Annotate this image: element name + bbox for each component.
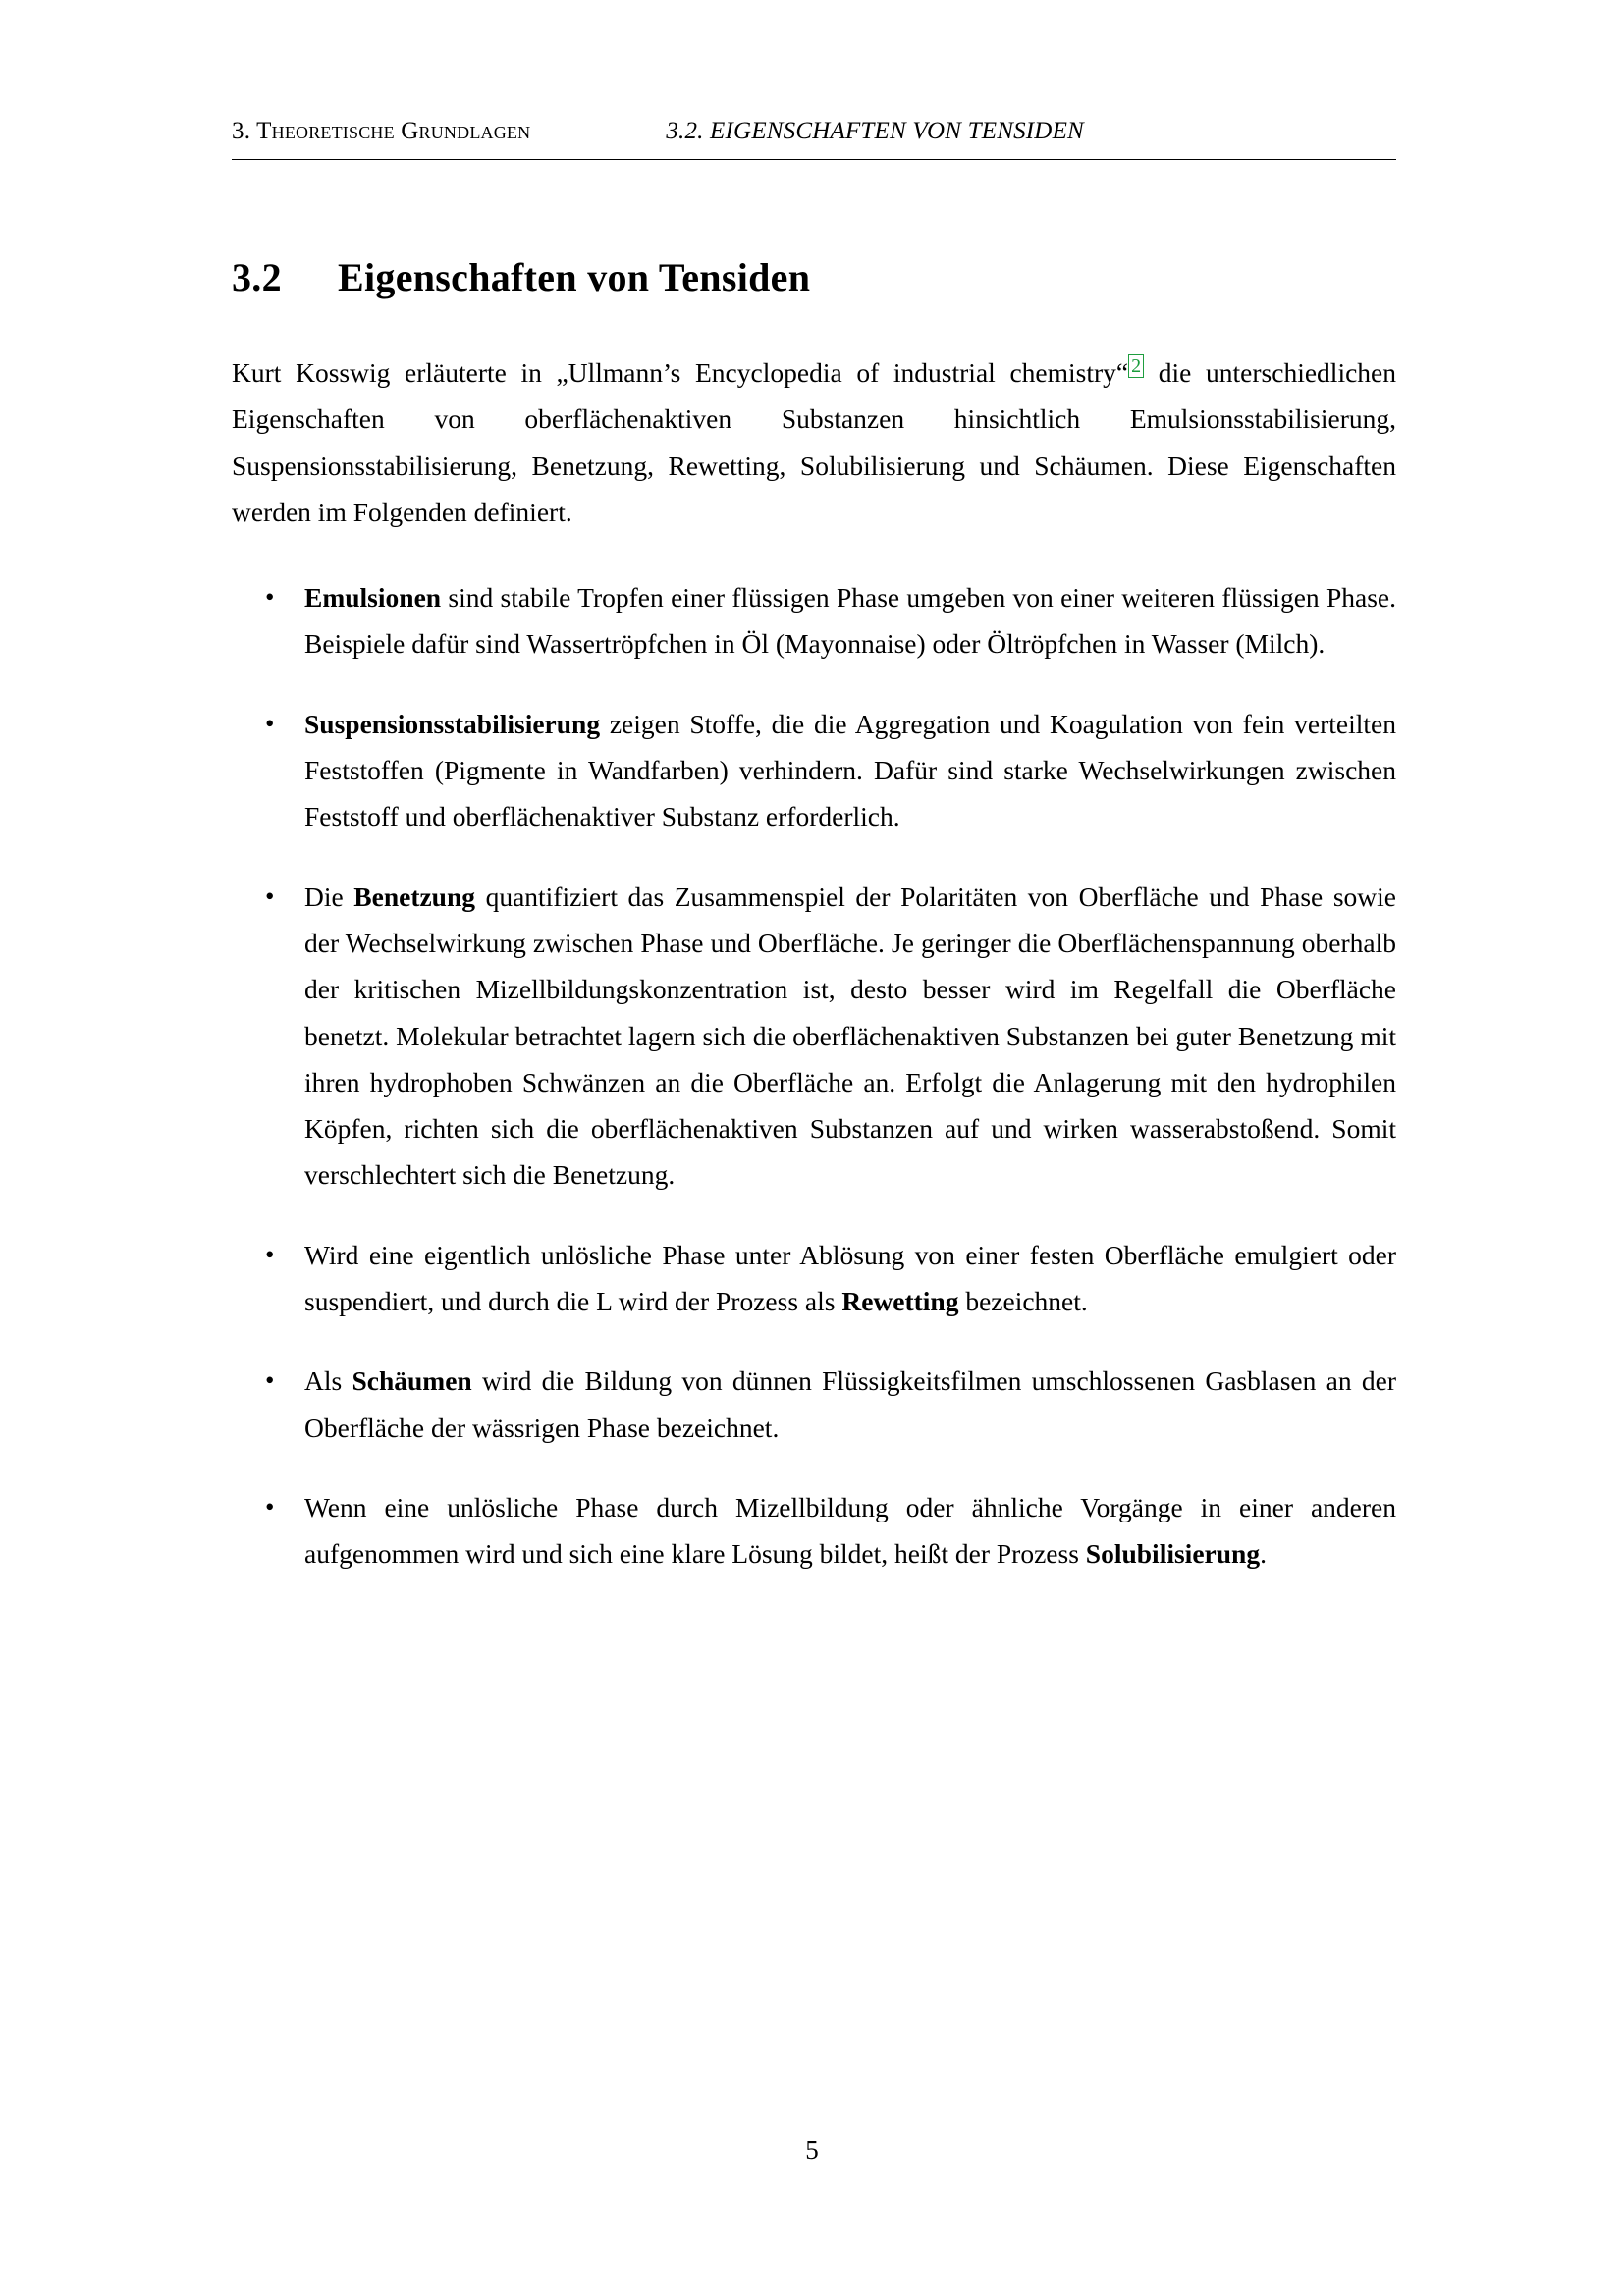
list-item-prefix: Wenn eine unlösliche Phase durch Mizellbildung oder ähnliche Vorgänge in einer anderen aufgenommen wird und sich eine klare Lösung bildet, heißt der Prozess <box>304 1491 1396 1570</box>
list-item-text: zeigen Stoffe, die die Aggregation und Koagulation von fein verteilten Feststoffen (Pigmente in Wandfarben) verhindern. Dafür sind starke Wechselwirkungen zwischen Feststoff und oberflächenaktiver Substanz erforderlich. <box>304 708 1396 832</box>
running-header <box>232 118 1396 160</box>
section-title-text: Eigenschaften von Tensiden <box>338 255 811 299</box>
running-header-right: 3.2. EIGENSCHAFTEN VON TENSIDEN <box>666 118 1084 144</box>
intro-text-before-citation: Kurt Kosswig erläuterte in „Ullmann’s Encyclopedia of industrial chemistry“ <box>232 357 1129 388</box>
list-item <box>232 701 1396 840</box>
list-item-lead: Emulsionen <box>304 582 442 614</box>
intro-paragraph <box>232 349 1396 535</box>
list-item-text: . <box>1260 1538 1267 1570</box>
list-item-prefix: Wird eine eigentlich unlösliche Phase unter Ablösung von einer festen Oberfläche emulgiert oder suspendiert, und durch die L wird der Prozess als <box>304 1239 1396 1317</box>
list-item-text: bezeichnet. <box>958 1286 1088 1317</box>
list-item-text: quantifiziert das Zusammenspiel der Polaritäten von Oberfläche und Phase sowie der Wechselwirkung zwischen Phase und Oberfläche. Je geringer die Oberflächenspannung oberhalb der kritischen Mizellbildungskonzentration ist, desto besser wird im Regelfall die Oberfläche benetzt. Molekular betrachtet lagern sich die oberflächenaktiven Substanzen bei guter Benetzung mit ihren hydrophoben Schwänzen an die Oberfläche an. Erfolgt die Anlagerung mit den hydrophilen Köpfen, richten sich die oberflächenaktiven Substanzen auf und wirken wasserabstoßend. Somit verschlechtert sich die Benetzung. <box>304 881 1396 1191</box>
list-item-prefix: Die <box>304 881 354 912</box>
section-heading <box>232 254 1396 300</box>
page-number: 5 <box>805 2135 819 2164</box>
list-item-lead: Schäumen <box>352 1365 472 1397</box>
page-content <box>232 118 1396 1611</box>
list-item-lead: Solubilisierung <box>1085 1538 1261 1570</box>
list-item-lead: Rewetting <box>841 1286 959 1317</box>
properties-list <box>232 574 1396 1576</box>
list-item <box>232 1484 1396 1577</box>
running-header-left: 3. Theoretische Grundlagen <box>232 118 531 144</box>
intro-text-after-citation: die unterschiedlichen Eigenschaften von oberflächenaktiven Substanzen hinsichtlich Emulsionsstabilisierung, Suspensionsstabilisierung, Benetzung, Rewetting, Solubilisierung und Schäumen. Diese Eigenschaften werden im Folgenden definiert. <box>232 357 1396 527</box>
list-item-lead: Benetzung <box>353 881 476 912</box>
section-number: 3.2 <box>232 255 282 299</box>
list-item <box>232 1358 1396 1451</box>
list-item-prefix: Als <box>304 1365 352 1397</box>
list-item-text: wird die Bildung von dünnen Flüssigkeitsfilmen umschlossenen Gasblasen an der Oberfläche der wässrigen Phase bezeichnet. <box>304 1365 1396 1443</box>
list-item-text: sind stabile Tropfen einer flüssigen Phase umgeben von einer weiteren flüssigen Phase. Beispiele dafür sind Wassertröpfchen in Öl (Mayonnaise) oder Öltröpfchen in Wasser (Milch). <box>304 582 1396 660</box>
list-item <box>232 1232 1396 1325</box>
citation-link[interactable]: 2 <box>1128 354 1144 378</box>
list-item <box>232 574 1396 667</box>
list-item-lead: Suspensionsstabilisierung <box>304 708 601 739</box>
list-item <box>232 874 1396 1199</box>
